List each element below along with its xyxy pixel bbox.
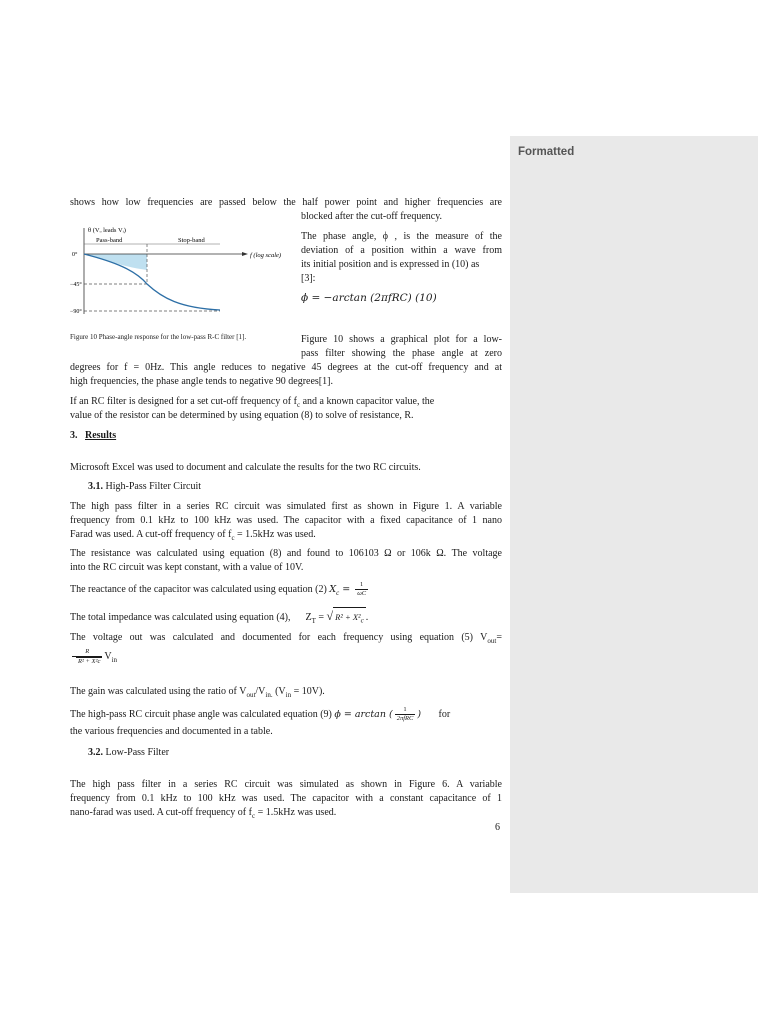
intro-line-1: shows how low frequencies are passed below the half power point and higher frequencies are (70, 197, 502, 208)
rcdesign-line-1: If an RC filter is designed for a set cut-off frequency of $f_c$ and a known capacitor value, the (70, 396, 435, 409)
figure-caption: Figure 10 Phase-angle response for the low-pass R-C filter [1]. (70, 333, 247, 341)
lp-p1-line-1: The high pass filter in a series RC circuit was simulated as shown in Figure 6. A variable (70, 779, 502, 790)
phase-line-3: its initial position and is expressed in (10) as (301, 259, 480, 270)
phase-line-1: The phase angle, ϕ , is the measure of the (301, 231, 502, 242)
figure-tick-0: 0° (72, 252, 78, 258)
gain-line: The gain was calculated using the ratio of $V_{out}/V_{in.}$ $(V_{in} = 10V)$. (70, 686, 325, 699)
intro-line-2: blocked after the cut-off frequency. (301, 211, 443, 222)
comment-pane[interactable] (510, 136, 758, 893)
hp-p1-line-1: The high pass filter in a series RC circuit was simulated first as shown in Figure 1. A variable (70, 501, 502, 512)
hp-p2-line-2: into the RC circuit was kept constant, with a value of 10V. (70, 562, 304, 573)
vout-line-1: The voltage out was calculated and documented for each frequency using equation (5) $V_{out}=$ (70, 632, 502, 645)
fig10-line-2: pass filter showing the phase angle at zero (301, 348, 502, 359)
hp-p1-line-3: Farad was used. A cut-off frequency of $f_c = 1.5kHz$ was used. (70, 529, 316, 542)
vout-line-2: $\frac{R}{\text{R² + X²c}}$ $V_{in}$ (70, 645, 117, 672)
figure-passband-label: Pass-band (96, 237, 123, 244)
reactance-fraction: $\frac{1}{\omega C}$ (357, 581, 367, 598)
highpass-heading: 3.1. High-Pass Filter Circuit (88, 481, 202, 492)
impedance-radical: $R^2 + X^2_c$ (333, 607, 366, 630)
vout-fraction: $\frac{R}{\text{R² + X²c}}$ (72, 648, 102, 666)
figure-ylabel: θ (Vₒ leads Vᵢ) (88, 227, 126, 234)
phase-angle-figure (70, 222, 295, 327)
figure-stopband-label: Stop-band (178, 237, 205, 244)
figure-xlabel: f (log scale) (250, 252, 282, 259)
hp-p1-line-2: frequency from 0.1 kHz to 100 kHz was used. The capacitor with a fixed capacitance of 1 nano (70, 515, 502, 526)
phase-line-2: deviation of a position within a wave from (301, 245, 502, 256)
fig10-line-3: degrees for f = 0Hz. This angle reduces to negative 45 degrees at the cut-off frequency and at (70, 362, 502, 373)
lp-p1-line-2: frequency from 0.1 kHz to 100 kHz was used. The capacitor with a constant capacitance of 1 (70, 793, 502, 804)
page-number: 6 (495, 822, 500, 833)
impedance-line: The total impedance was calculated using equation (4), $Z_T$ = √ $R^2 + X^2_c$ . (70, 607, 368, 630)
rcdesign-line-2: value of the resistor can be determined by using equation (8) to solve of resistance, R. (70, 410, 414, 421)
hp-phase-fraction: $\frac{1}{\text{2πfRC}}$ (396, 706, 414, 723)
phase-equation: ϕ = −arctan (2πfRC) (10) (301, 292, 437, 304)
phase-curve (84, 254, 220, 310)
excel-paragraph: Microsoft Excel was used to document and calculate the results for the two RC circuits. (70, 462, 421, 473)
hp-phase-line-1: The high-pass RC circuit phase angle was calculated equation (9) ϕ = arctan ( $\frac{1}{\text{2πfRC}}$ ) for (70, 706, 451, 723)
reactance-line: The reactance of the capacitor was calculated using equation (2) $X_c$ = $\frac{1}{\omega C}$ (70, 581, 367, 598)
results-heading: 3. Results (70, 430, 117, 441)
comment-formatted-label[interactable]: Formatted (518, 146, 575, 158)
hp-phase-line-2: the various frequencies and documented in a table. (70, 726, 273, 737)
figure-tick-45: −45° (70, 282, 82, 288)
fig10-line-1: Figure 10 shows a graphical plot for a low- (301, 334, 502, 345)
hp-p2-line-1: The resistance was calculated using equation (8) and found to 106103 Ω or 106k Ω. The voltage (70, 548, 502, 559)
lowpass-heading: 3.2. Low-Pass Filter (88, 747, 170, 758)
figure-tick-90: −90° (70, 309, 82, 315)
phase-line-4: [3]: (301, 273, 316, 284)
lp-p1-line-3: nano-farad was used. A cut-off frequency of $f_c = 1.5kHz$ was used. (70, 807, 337, 820)
fig10-line-4: high frequencies, the phase angle tends to negative 90 degrees[1]. (70, 376, 333, 387)
